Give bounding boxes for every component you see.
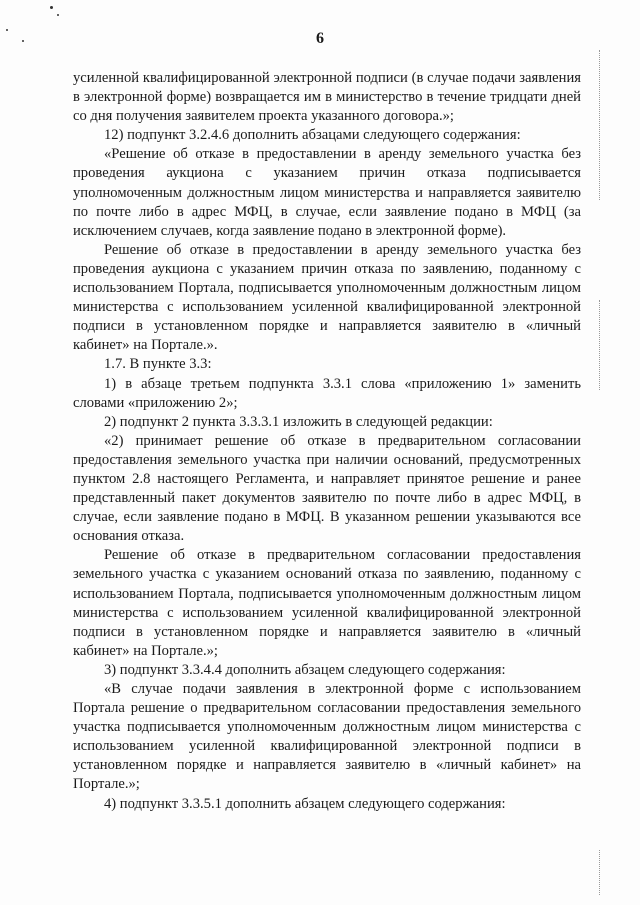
scan-speck	[50, 6, 53, 9]
paragraph: 3) подпункт 3.3.4.4 дополнить абзацем следующего содержания:	[104, 661, 506, 678]
paragraph: 4) подпункт 3.3.5.1 дополнить абзацем следующего содержания:	[104, 795, 506, 812]
paragraph: Решение об отказе в предоставлении в аренду земельного участка без проведения аукциона с указанием причин отказа по заявлению, поданному с использованием Портала, подписывается уполномоченным должностным лицом министерства с использованием усиленной квалифицированной электронной подписи в установленном порядке и направляется заявителю в «личный кабинет» на Портале.».	[73, 241, 581, 354]
scan-edge-marks	[599, 50, 602, 200]
paragraph: «Решение об отказе в предоставлении в аренду земельного участка без проведения аукциона с указанием причин отказа подписывается уполномоченным должностным лицом министерства и направляется заявителю по почте либо в адрес МФЦ, в случае, если заявление подано в МФЦ (за исключением случаев, когда заявление подано в электронной форме).	[73, 146, 581, 239]
paragraph: 2) подпункт 2 пункта 3.3.3.1 изложить в следующей редакции:	[104, 413, 493, 430]
paragraph: Решение об отказе в предварительном согласовании предоставления земельного участка с указанием оснований отказа по заявлению, поданному с использованием Портала, подписывается уполномоченным должностным лицом министерства с использованием усиленной квалифицированной электронной подписи в установленном порядке и направляется заявителю в «личный кабинет» на Портале.»;	[73, 547, 581, 659]
paragraph: «В случае подачи заявления в электронной форме с использованием Портала решение о предварительном согласовании предоставления земельного участка подписывается уполномоченным должностным лицом министерства с использованием усиленной квалифицированной электронной подписи в установленном порядке и направляется заявителю в «личный кабинет» на Портале.»;	[73, 681, 581, 793]
paragraph: «2) принимает решение об отказе в предварительном согласовании предоставления земельного участка при наличии оснований, предусмотренных пунктом 2.8 настоящего Регламента, и направляет принятое решение и ранее представленный пакет документов заявителю по почте либо в адрес МФЦ, в случае, если заявление подано в МФЦ. В указанном решении указываются все основания отказа.	[73, 432, 581, 545]
paragraph: 12) подпункт 3.2.4.6 дополнить абзацами следующего содержания:	[104, 127, 521, 144]
scan-edge-marks	[599, 300, 602, 390]
scan-speck	[57, 14, 59, 16]
document-body	[73, 69, 581, 814]
scan-edge-marks	[599, 850, 602, 895]
page-number: 6	[316, 30, 324, 47]
paragraph: 1.7. В пункте 3.3:	[104, 356, 212, 373]
paragraph: усиленной квалифицированной электронной подписи (в случае подачи заявления в электронной форме) возвращается им в министерство в течение тридцати дней со дня получения заявителем проекта указанного договора.»;	[73, 70, 581, 125]
paragraph: 1) в абзаце третьем подпункта 3.3.1 слова «приложению 1» заменить словами «приложению 2»;	[73, 375, 581, 411]
